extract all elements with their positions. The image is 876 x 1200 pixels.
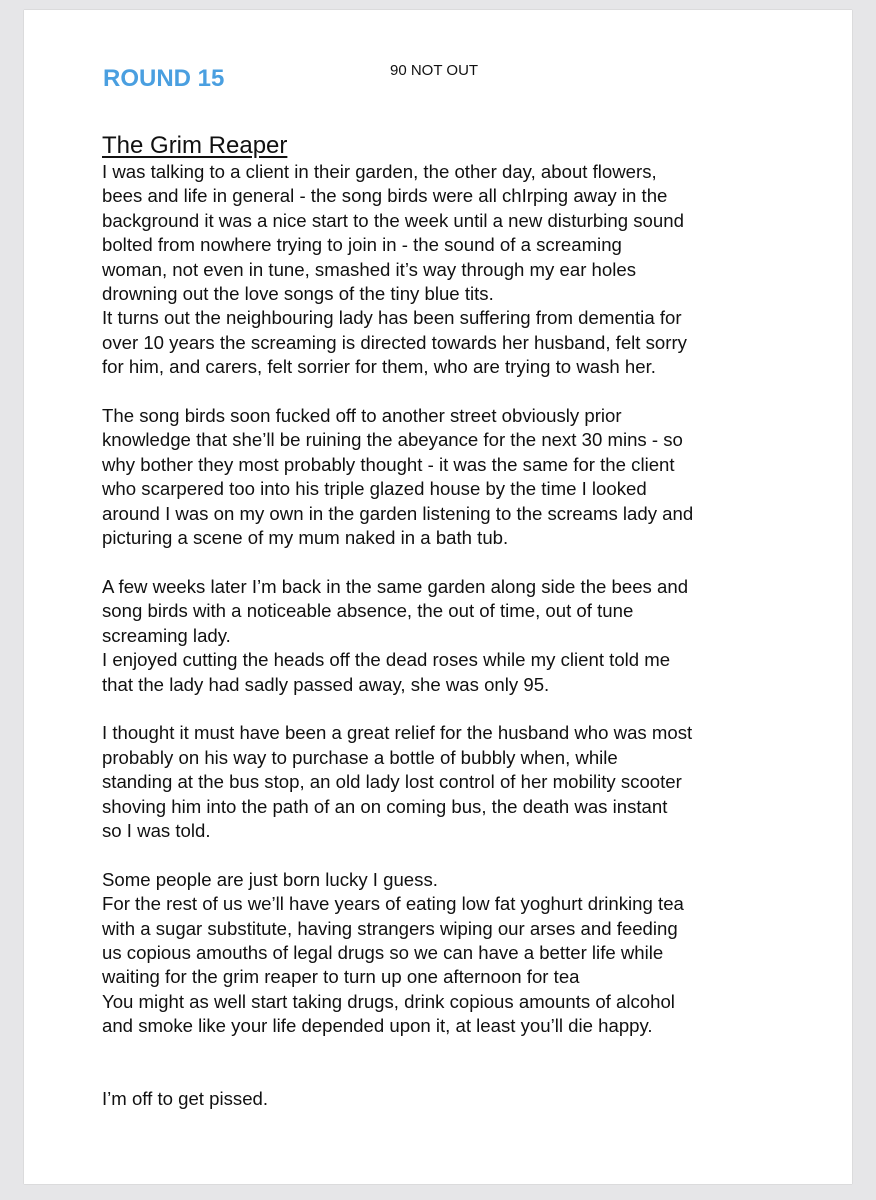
paragraph-2: The song birds soon fucked off to another street obviously prior knowledge that she’ll be ruining the abeyance for the next 30 mins - so why bother they most probably thought - it was the same for the client who scarpered too into his triple glazed house by the time I looked around I was on my own in the garden listening to the screams lady and picturing a scene of my mum naked in a bath tub. [102,405,694,549]
paragraph-5: Some people are just born lucky I guess. For the rest of us we’ll have years of eating low fat yoghurt drinking tea with a sugar substitute, having strangers wiping our arses and feeding us copious amouths of legal drugs so we can have a better life while waiting for the grim reaper to turn up one afternoon for tea You might as well start taking drugs, drink copious amounts of alcohol and smoke like your life depended upon it, at least you’ll die happy. [102,868,684,1037]
closing-line: I’m off to get pissed. [102,1088,269,1110]
paragraph-1: I was talking to a client in their garden, the other day, about flowers, bees and life in general - the song birds were all chIrping away in the background it was a nice start to the week until a new disturbing sound bolted from nowhere trying to join in - the sound of a screaming woman, not even in tune, smashed it’s way through my ear holes drowning out the love songs of the tiny blue tits. It turns out the neighbouring lady has been suffering from dementia for over 10 years the screaming is directed towards her husband, felt sorry for him, and carers, felt sorrier for them, who are trying to wash her. [102,161,687,378]
story-body [102,132,802,1112]
paragraph-3: A few weeks later I’m back in the same garden along side the bees and song birds with a noticeable absence, the out of time, out of tune screaming lady. I enjoyed cutting the heads off the dead roses while my client told me that the lady had sadly passed away, she was only 95. [102,575,689,695]
paragraph-4: I thought it must have been a great relief for the husband who was most probably on his way to purchase a bottle of bubbly when, while standing at the bus stop, an old lady lost control of her mobility scooter shoving him into the path of an on coming bus, the death was instant so I was told. [102,722,693,841]
header-title: 90 NOT OUT [390,62,479,79]
round-label: ROUND 15 [103,65,225,92]
document-page [24,10,852,1184]
story-title: The Grim Reaper [102,132,288,159]
